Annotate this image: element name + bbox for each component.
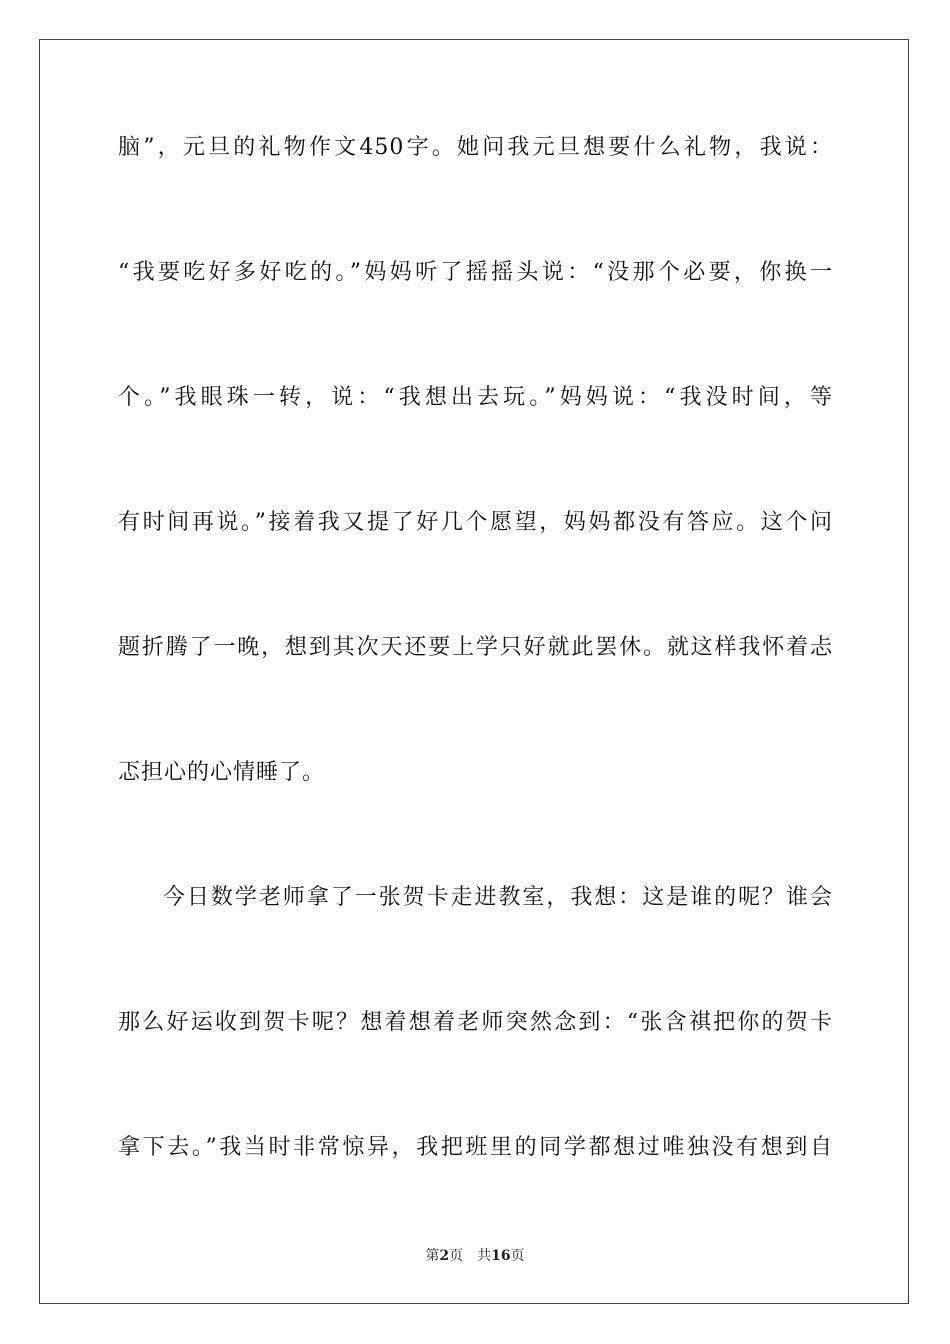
text-line-1: 脑”，元旦的礼物作文450字。她问我元旦想要什么礼物，我说： — [118, 135, 833, 160]
page-suffix: 页 — [449, 1248, 464, 1264]
paragraph-2-line-1: 今日数学老师拿了一张贺卡走进教室，我想：这是谁的呢？谁会 — [163, 885, 833, 910]
total-prefix: 共 — [477, 1248, 492, 1264]
page-number: 2 — [439, 1248, 450, 1264]
text-line-4: 有时间再说。”接着我又提了好几个愿望，妈妈都没有答应。这个问 — [118, 510, 833, 535]
total-pages: 16 — [491, 1248, 511, 1264]
text-line-2: “我要吃好多好吃的。”妈妈听了摇摇头说：“没那个必要，你换一 — [118, 260, 833, 285]
page-footer — [0, 1246, 950, 1266]
paragraph-2-line-3: 拿下去。”我当时非常惊异，我把班里的同学都想过唯独没有想到自 — [118, 1135, 833, 1160]
text-line-3: 个。”我眼珠一转，说：“我想出去玩。”妈妈说：“我没时间，等 — [118, 385, 833, 410]
page-border — [39, 39, 909, 1304]
page-prefix: 第 — [425, 1248, 440, 1264]
text-line-6: 忑担心的心情睡了。 — [118, 760, 326, 785]
text-line-5: 题折腾了一晚，想到其次天还要上学只好就此罢休。就这样我怀着忐 — [118, 635, 833, 660]
paragraph-2-line-2: 那么好运收到贺卡呢？想着想着老师突然念到：“张含祺把你的贺卡 — [118, 1010, 833, 1035]
total-suffix: 页 — [510, 1248, 525, 1264]
